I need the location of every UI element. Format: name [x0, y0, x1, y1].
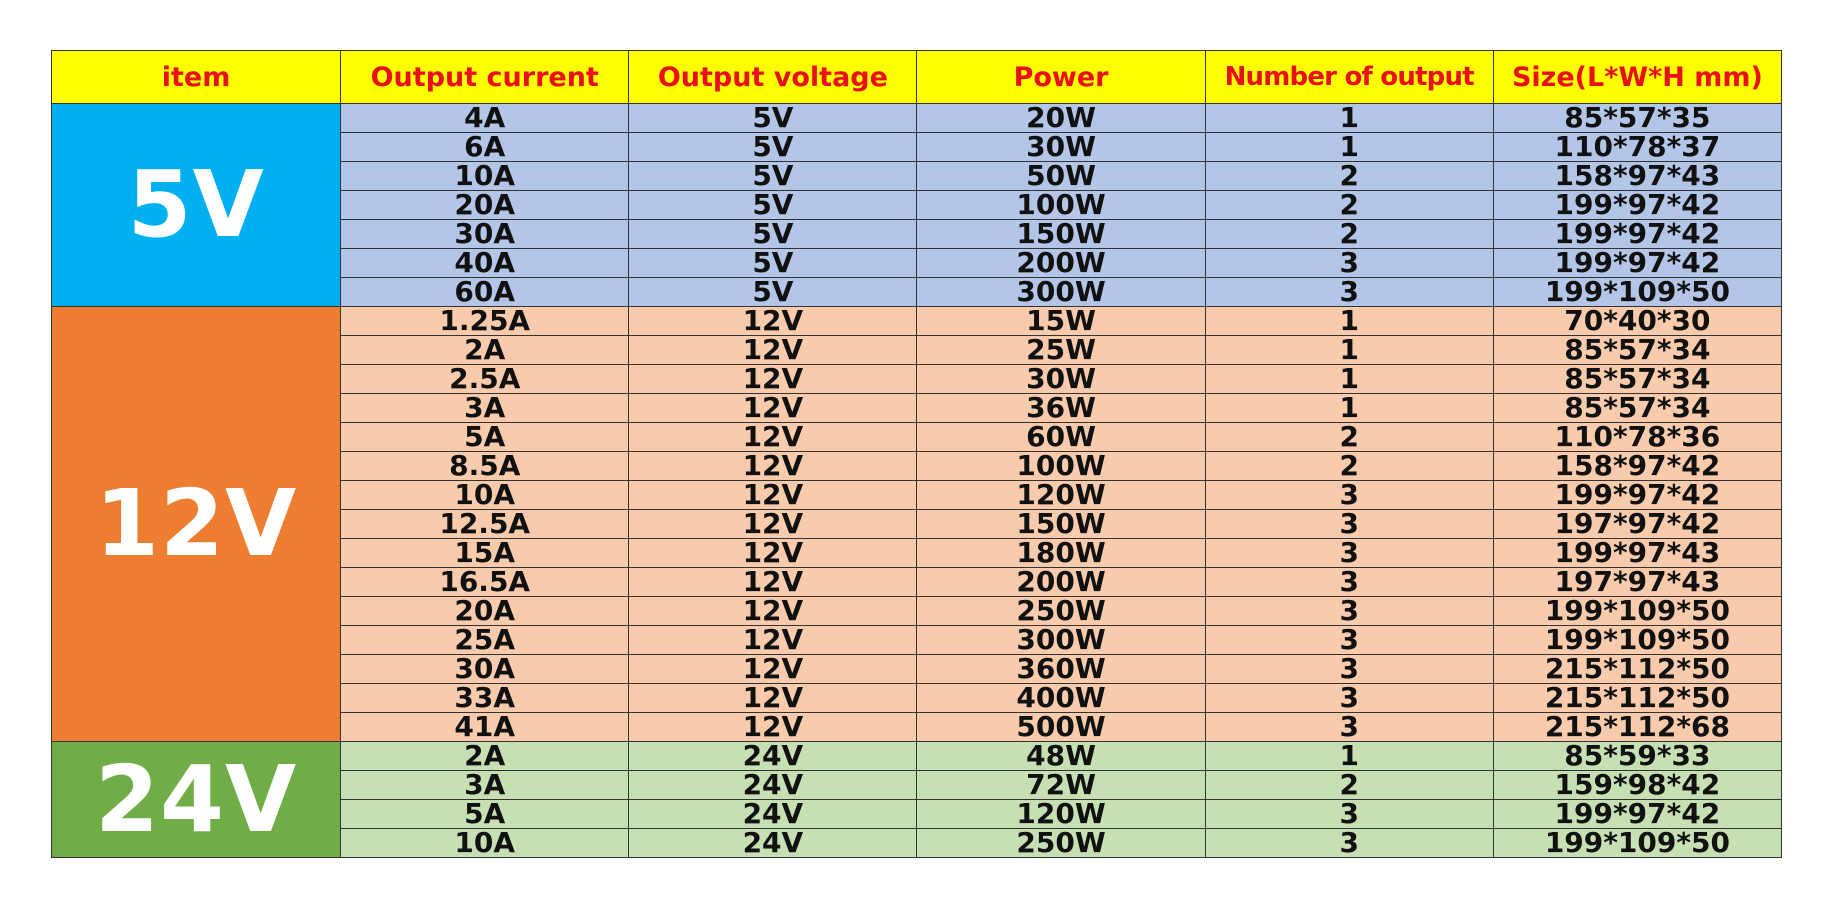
- cell-power: 30W: [917, 365, 1205, 394]
- cell-output-voltage: 12V: [629, 539, 917, 568]
- cell-output-voltage: 12V: [629, 394, 917, 423]
- cell-output-voltage: 12V: [629, 365, 917, 394]
- cell-number-of-output: 3: [1205, 510, 1493, 539]
- cell-output-voltage: 24V: [629, 742, 917, 771]
- cell-number-of-output: 3: [1205, 597, 1493, 626]
- cell-power: 20W: [917, 104, 1205, 133]
- cell-output-voltage: 5V: [629, 278, 917, 307]
- cell-number-of-output: 3: [1205, 249, 1493, 278]
- group-label-24v: 24V: [52, 742, 341, 858]
- cell-output-current: 40A: [341, 249, 629, 278]
- cell-output-current: 6A: [341, 133, 629, 162]
- cell-size: 199*97*42: [1493, 800, 1781, 829]
- cell-size: 199*97*42: [1493, 191, 1781, 220]
- cell-number-of-output: 3: [1205, 655, 1493, 684]
- cell-power: 30W: [917, 133, 1205, 162]
- cell-size: 197*97*42: [1493, 510, 1781, 539]
- cell-number-of-output: 1: [1205, 742, 1493, 771]
- cell-output-voltage: 5V: [629, 220, 917, 249]
- cell-output-current: 4A: [341, 104, 629, 133]
- cell-power: 15W: [917, 307, 1205, 336]
- cell-output-current: 5A: [341, 423, 629, 452]
- cell-number-of-output: 3: [1205, 568, 1493, 597]
- cell-power: 48W: [917, 742, 1205, 771]
- header-number-of-output: Number of output: [1205, 51, 1493, 104]
- cell-number-of-output: 2: [1205, 771, 1493, 800]
- cell-output-current: 2A: [341, 742, 629, 771]
- cell-output-current: 60A: [341, 278, 629, 307]
- cell-power: 120W: [917, 481, 1205, 510]
- cell-power: 300W: [917, 626, 1205, 655]
- header-row: [52, 51, 1782, 104]
- cell-number-of-output: 3: [1205, 829, 1493, 858]
- header-size: Size(L*W*H mm): [1493, 51, 1781, 104]
- cell-power: 120W: [917, 800, 1205, 829]
- cell-size: 199*97*42: [1493, 220, 1781, 249]
- cell-number-of-output: 3: [1205, 800, 1493, 829]
- cell-size: 215*112*50: [1493, 684, 1781, 713]
- cell-output-current: 3A: [341, 394, 629, 423]
- table-row: [52, 307, 1782, 336]
- cell-size: 85*57*35: [1493, 104, 1781, 133]
- cell-power: 400W: [917, 684, 1205, 713]
- cell-output-voltage: 5V: [629, 162, 917, 191]
- cell-output-voltage: 12V: [629, 510, 917, 539]
- cell-number-of-output: 3: [1205, 278, 1493, 307]
- cell-output-voltage: 12V: [629, 336, 917, 365]
- cell-size: 199*97*42: [1493, 249, 1781, 278]
- cell-output-voltage: 12V: [629, 452, 917, 481]
- cell-size: 215*112*50: [1493, 655, 1781, 684]
- table-row: [52, 104, 1782, 133]
- cell-power: 300W: [917, 278, 1205, 307]
- cell-power: 36W: [917, 394, 1205, 423]
- cell-output-current: 16.5A: [341, 568, 629, 597]
- cell-output-voltage: 24V: [629, 829, 917, 858]
- cell-output-current: 12.5A: [341, 510, 629, 539]
- cell-number-of-output: 3: [1205, 626, 1493, 655]
- cell-output-current: 10A: [341, 162, 629, 191]
- cell-power: 60W: [917, 423, 1205, 452]
- cell-size: 159*98*42: [1493, 771, 1781, 800]
- cell-number-of-output: 1: [1205, 365, 1493, 394]
- cell-power: 250W: [917, 829, 1205, 858]
- header-power: Power: [917, 51, 1205, 104]
- cell-size: 85*57*34: [1493, 394, 1781, 423]
- cell-size: 215*112*68: [1493, 713, 1781, 742]
- cell-size: 110*78*37: [1493, 133, 1781, 162]
- cell-number-of-output: 3: [1205, 713, 1493, 742]
- cell-output-current: 25A: [341, 626, 629, 655]
- cell-output-voltage: 12V: [629, 655, 917, 684]
- cell-size: 199*97*43: [1493, 539, 1781, 568]
- cell-output-current: 41A: [341, 713, 629, 742]
- cell-output-current: 2.5A: [341, 365, 629, 394]
- cell-output-current: 20A: [341, 597, 629, 626]
- cell-number-of-output: 2: [1205, 423, 1493, 452]
- cell-number-of-output: 3: [1205, 684, 1493, 713]
- cell-output-current: 15A: [341, 539, 629, 568]
- cell-output-voltage: 5V: [629, 133, 917, 162]
- cell-output-current: 33A: [341, 684, 629, 713]
- table-header: [52, 51, 1782, 104]
- cell-output-voltage: 5V: [629, 191, 917, 220]
- cell-size: 110*78*36: [1493, 423, 1781, 452]
- header-item: item: [52, 51, 341, 104]
- header-output-current: Output current: [341, 51, 629, 104]
- cell-size: 158*97*43: [1493, 162, 1781, 191]
- cell-output-current: 20A: [341, 191, 629, 220]
- cell-number-of-output: 2: [1205, 191, 1493, 220]
- cell-size: 199*109*50: [1493, 597, 1781, 626]
- cell-power: 150W: [917, 220, 1205, 249]
- cell-size: 70*40*30: [1493, 307, 1781, 336]
- cell-power: 50W: [917, 162, 1205, 191]
- cell-output-current: 30A: [341, 655, 629, 684]
- cell-number-of-output: 1: [1205, 394, 1493, 423]
- cell-output-voltage: 12V: [629, 684, 917, 713]
- cell-number-of-output: 3: [1205, 539, 1493, 568]
- cell-number-of-output: 1: [1205, 307, 1493, 336]
- cell-power: 200W: [917, 249, 1205, 278]
- header-output-voltage: Output voltage: [629, 51, 917, 104]
- cell-output-voltage: 12V: [629, 713, 917, 742]
- cell-size: 158*97*42: [1493, 452, 1781, 481]
- cell-power: 200W: [917, 568, 1205, 597]
- cell-power: 180W: [917, 539, 1205, 568]
- cell-number-of-output: 3: [1205, 481, 1493, 510]
- cell-number-of-output: 1: [1205, 104, 1493, 133]
- group-label-5v: 5V: [52, 104, 341, 307]
- cell-size: 197*97*43: [1493, 568, 1781, 597]
- cell-power: 250W: [917, 597, 1205, 626]
- cell-output-current: 3A: [341, 771, 629, 800]
- cell-output-voltage: 5V: [629, 249, 917, 278]
- cell-output-voltage: 24V: [629, 800, 917, 829]
- cell-size: 199*97*42: [1493, 481, 1781, 510]
- cell-power: 500W: [917, 713, 1205, 742]
- cell-power: 100W: [917, 191, 1205, 220]
- cell-output-voltage: 12V: [629, 307, 917, 336]
- cell-output-current: 1.25A: [341, 307, 629, 336]
- cell-power: 100W: [917, 452, 1205, 481]
- cell-size: 199*109*50: [1493, 626, 1781, 655]
- cell-size: 199*109*50: [1493, 829, 1781, 858]
- cell-power: 360W: [917, 655, 1205, 684]
- cell-output-voltage: 12V: [629, 568, 917, 597]
- cell-output-current: 10A: [341, 481, 629, 510]
- cell-output-current: 10A: [341, 829, 629, 858]
- group-label-12v: 12V: [52, 307, 341, 742]
- cell-output-current: 2A: [341, 336, 629, 365]
- cell-output-current: 30A: [341, 220, 629, 249]
- cell-number-of-output: 2: [1205, 452, 1493, 481]
- cell-power: 25W: [917, 336, 1205, 365]
- cell-output-voltage: 24V: [629, 771, 917, 800]
- cell-output-current: 8.5A: [341, 452, 629, 481]
- cell-size: 85*57*34: [1493, 365, 1781, 394]
- cell-power: 72W: [917, 771, 1205, 800]
- cell-number-of-output: 1: [1205, 336, 1493, 365]
- cell-number-of-output: 1: [1205, 133, 1493, 162]
- cell-number-of-output: 2: [1205, 162, 1493, 191]
- cell-number-of-output: 2: [1205, 220, 1493, 249]
- cell-output-voltage: 5V: [629, 104, 917, 133]
- power-supply-spec-table: [51, 50, 1782, 858]
- cell-output-voltage: 12V: [629, 423, 917, 452]
- cell-size: 85*59*33: [1493, 742, 1781, 771]
- cell-size: 199*109*50: [1493, 278, 1781, 307]
- table-body: [52, 104, 1782, 858]
- cell-output-voltage: 12V: [629, 597, 917, 626]
- cell-output-current: 5A: [341, 800, 629, 829]
- cell-size: 85*57*34: [1493, 336, 1781, 365]
- cell-power: 150W: [917, 510, 1205, 539]
- cell-output-voltage: 12V: [629, 626, 917, 655]
- table-row: [52, 742, 1782, 771]
- cell-output-voltage: 12V: [629, 481, 917, 510]
